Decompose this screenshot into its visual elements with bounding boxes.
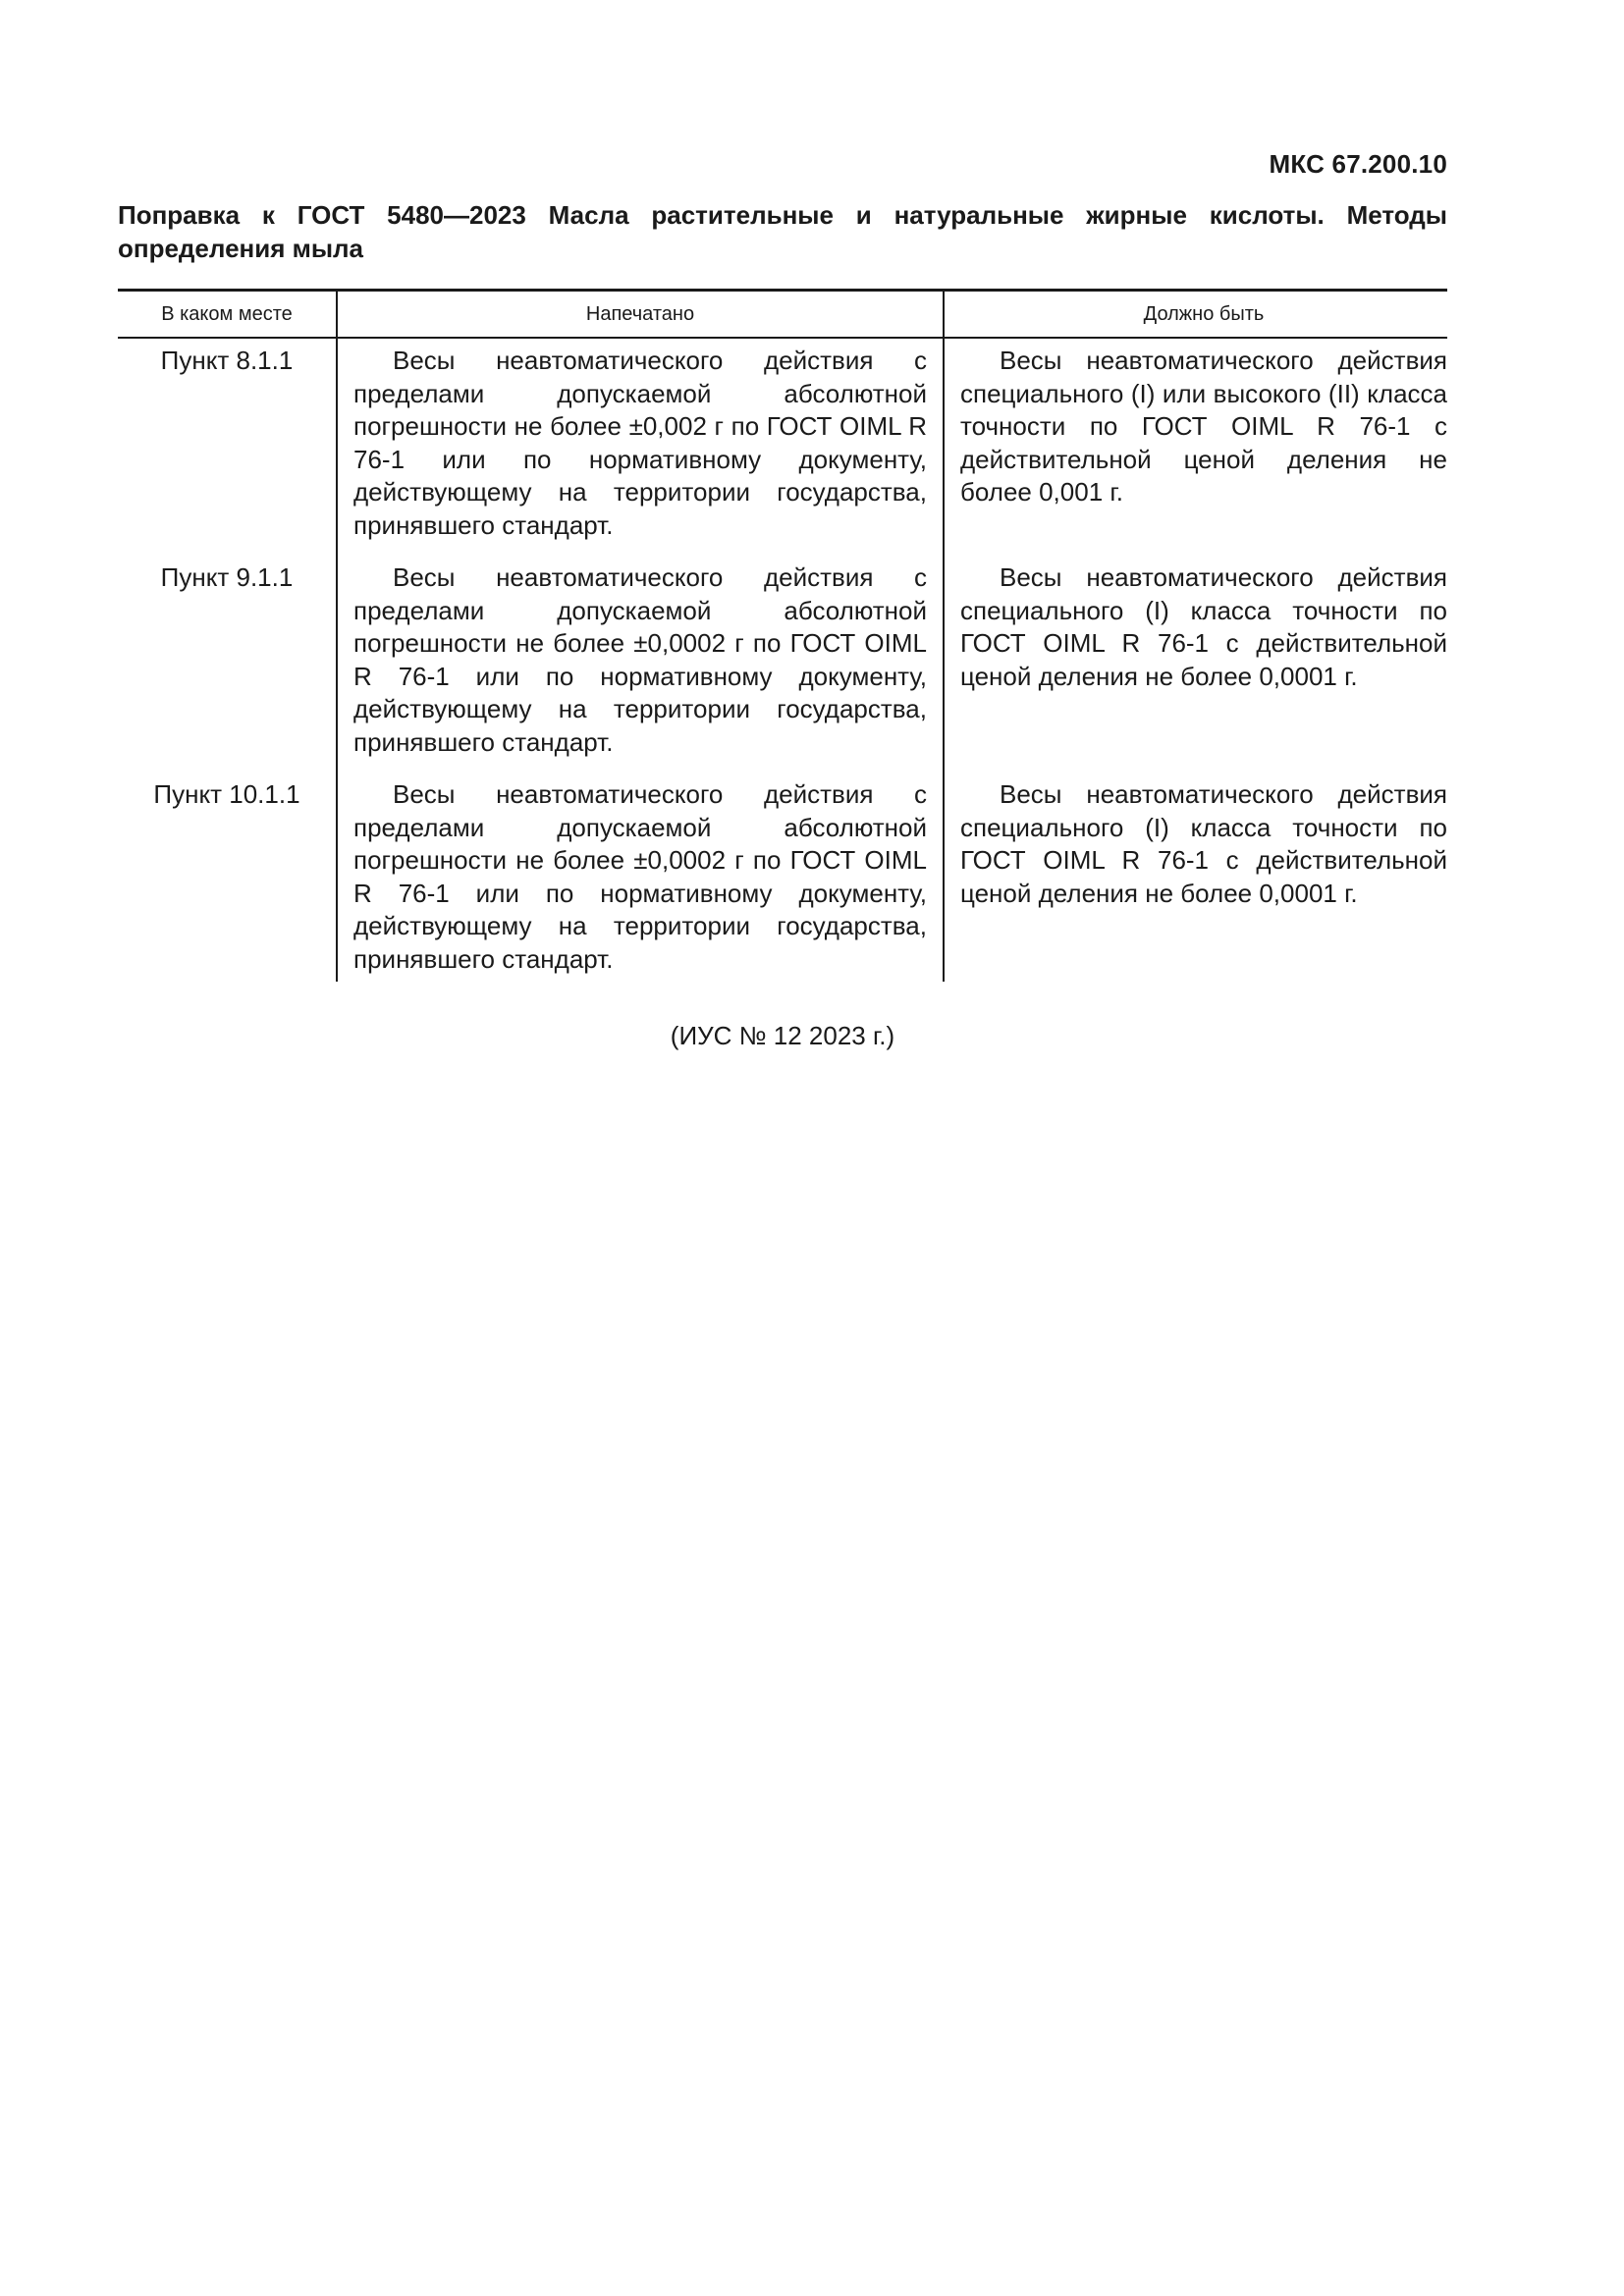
- document-title: Поправка к ГОСТ 5480—2023 Масла растительные и натуральные жирные кислоты. Методы определения мыла: [118, 200, 1447, 263]
- table-header-row: [118, 292, 1447, 339]
- printed-cell: Весы неавтоматического действия с пределами допускаемой абсолютной погрешности не более ±0,002 г по ГОСТ OIML R 76-1 или по нормативному документу, действующему на территории государства, принявшего стандарт.: [336, 339, 945, 556]
- should-be-cell: Весы неавтоматического действия специального (I) или высокого (II) класса точности по ГОСТ OIML R 76-1 с действительной ценой деления не более 0,001 г.: [960, 346, 1447, 507]
- ius-reference: (ИУС № 12 2023 г.): [670, 1021, 895, 1050]
- printed-cell: Весы неавтоматического действия с пределами допускаемой абсолютной погрешности не более ±0,0002 г по ГОСТ OIML R 76-1 или по нормативному документу, действующему на территории государства, принявшего стандарт.: [336, 773, 945, 982]
- place-cell: Пункт 10.1.1: [153, 779, 300, 809]
- column-header-should-be: Должно быть: [1143, 303, 1265, 325]
- should-be-cell: Весы неавтоматического действия специального (I) класса точности по ГОСТ OIML R 76-1 с действительной ценой деления не более 0,0001 г.: [960, 562, 1447, 691]
- table-row: [118, 556, 1447, 773]
- column-header-printed: Напечатано: [336, 292, 945, 337]
- place-cell: Пункт 8.1.1: [160, 346, 294, 375]
- classification-code: МКС 67.200.10: [1269, 149, 1447, 179]
- printed-cell: Весы неавтоматического действия с пределами допускаемой абсолютной погрешности не более ±0,0002 г по ГОСТ OIML R 76-1 или по нормативному документу, действующему на территории государства, принявшего стандарт.: [336, 556, 945, 773]
- amendment-table: [118, 289, 1447, 982]
- should-be-cell: Весы неавтоматического действия специального (I) класса точности по ГОСТ OIML R 76-1 с действительной ценой деления не более 0,0001 г.: [960, 779, 1447, 908]
- column-header-place: В каком месте: [161, 303, 293, 325]
- table-row: [118, 773, 1447, 982]
- table-row: [118, 339, 1447, 556]
- place-cell: Пункт 9.1.1: [160, 562, 294, 592]
